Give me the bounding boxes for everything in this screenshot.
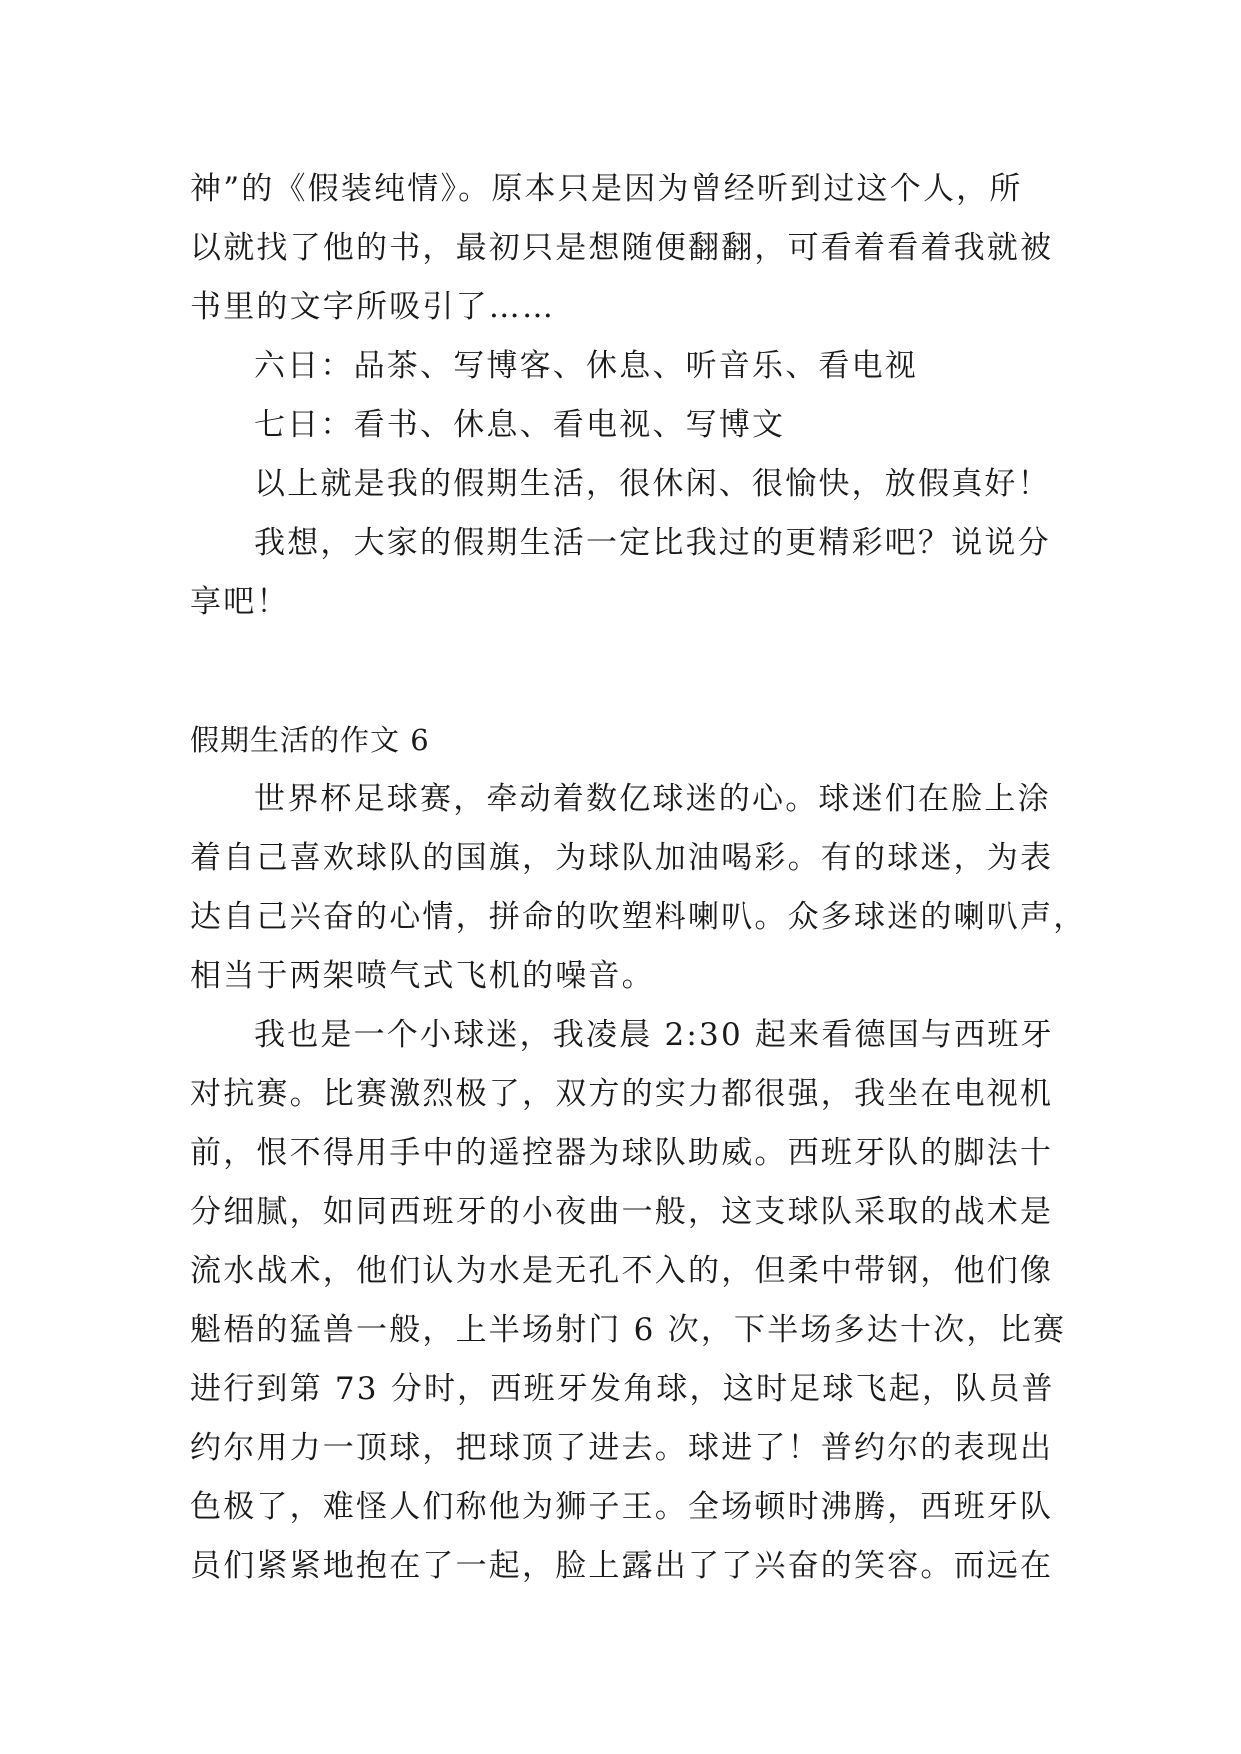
text-line: 七日：看书、休息、看电视、写博文 [254, 407, 786, 443]
text-line: 色极了，难怪人们称他为狮子王。全场顿时沸腾，西班牙队 [190, 1489, 1054, 1525]
text-line: 享吧！ [190, 584, 290, 620]
text-line: 以上就是我的假期生活，很休闲、很愉快，放假真好！ [254, 466, 1051, 502]
text-line: 达自己兴奋的心情，拼命的吹塑料喇叭。众多球迷的喇叭声， [190, 899, 1087, 935]
text-line: 相当于两架喷气式飞机的噪音。 [190, 958, 655, 994]
text-line: 我也是一个小球迷，我凌晨 2:30 起来看德国与西班牙 [254, 1017, 1054, 1053]
text-line: 进行到第 73 分时，西班牙发角球，这时足球飞起，队员普 [190, 1371, 1055, 1407]
document-body [190, 160, 1087, 1596]
text-line: 我想，大家的假期生活一定比我过的更精彩吧？说说分 [254, 525, 1051, 561]
text-line: 六日：品茶、写博客、休息、听音乐、看电视 [254, 348, 918, 384]
text-line: 流水战术，他们认为水是无孔不入的，但柔中带钢，他们像 [190, 1253, 1054, 1289]
text-line: 对抗赛。比赛激烈极了，双方的实力都很强，我坐在电视机 [190, 1076, 1054, 1112]
text-line: 前，恨不得用手中的遥控器为球队助威。西班牙队的脚法十 [190, 1135, 1054, 1171]
text-line: 以就找了他的书，最初只是想随便翻翻，可看着看着我就被 [190, 230, 1054, 266]
text-line: 书里的文字所吸引了…… [190, 289, 556, 325]
text-line: 着自己喜欢球队的国旗，为球队加油喝彩。有的球迷，为表 [190, 840, 1054, 876]
text-line: 神”的《假装纯情》。原本只是因为曾经听到过这个人，所 [190, 171, 1023, 207]
text-line: 员们紧紧地抱在了一起，脸上露出了了兴奋的笑容。而远在 [190, 1548, 1054, 1584]
section-heading: 假期生活的作文 6 [190, 723, 430, 757]
text-line: 世界杯足球赛，牵动着数亿球迷的心。球迷们在脸上涂 [254, 781, 1051, 817]
text-line: 分细腻，如同西班牙的小夜曲一般，这支球队采取的战术是 [190, 1194, 1054, 1230]
text-line: 约尔用力一顶球，把球顶了进去。球进了！普约尔的表现出 [190, 1430, 1054, 1466]
text-line: 魁梧的猛兽一般，上半场射门 6 次，下半场多达十次，比赛 [190, 1312, 1067, 1348]
section-gap [190, 632, 1050, 711]
